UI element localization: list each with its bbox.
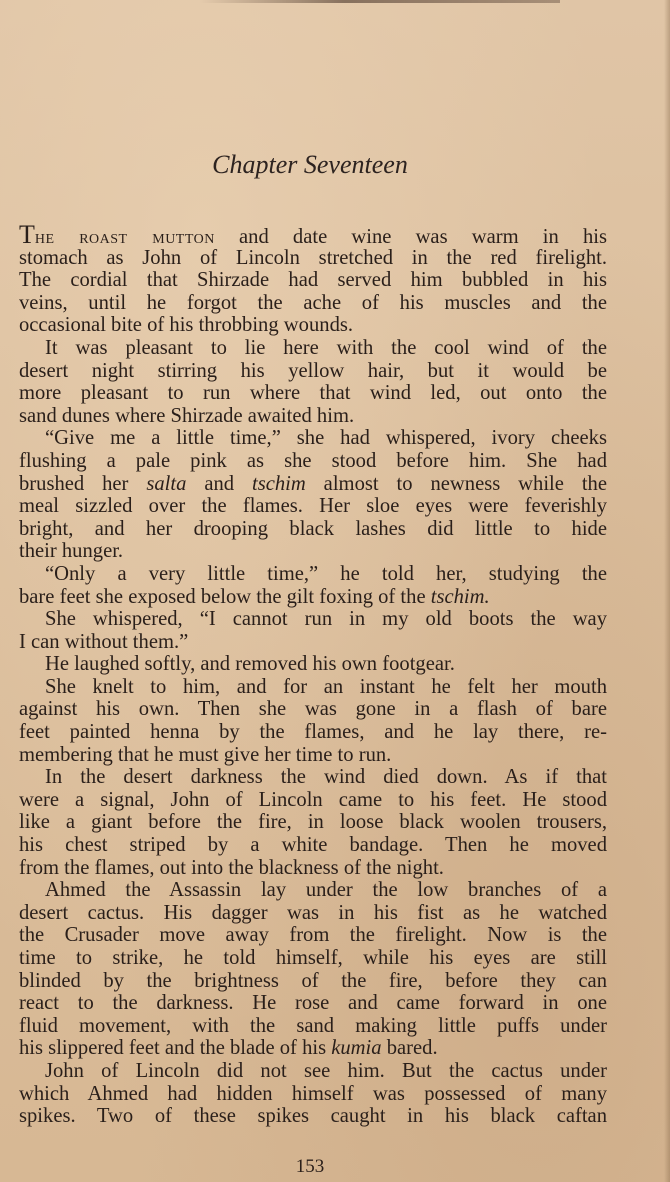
text-line: In the desert darkness the wind died down. As if that: [45, 766, 607, 789]
text-line: “Give me a little time,” she had whispered, ivory cheeks: [45, 427, 607, 450]
text-line: Ahmed the Assassin lay under the low branches of a: [45, 879, 607, 902]
text-line: the Crusader move away from the firelight. Now is the: [19, 924, 607, 947]
body-text: [19, 224, 607, 1128]
page-right-edge: [664, 0, 670, 1182]
text-line: react to the darkness. He rose and came forward in one: [19, 992, 607, 1015]
text-line: I can without them.”: [19, 630, 189, 653]
text-line: which Ahmed had hidden himself was possessed of many: [19, 1082, 607, 1105]
text-line: their hunger.: [19, 540, 124, 563]
text-line: feet painted henna by the flames, and he lay there, re-: [19, 721, 607, 744]
text-line: his chest striped by a white bandage. Then he moved: [19, 834, 607, 857]
text-line: fluid movement, with the sand making little puffs under: [19, 1014, 607, 1037]
text-line: from the flames, out into the blackness of the night.: [19, 856, 444, 879]
text-line: more pleasant to run where that wind led, out onto the: [19, 382, 607, 405]
text-line: occasional bite of his throbbing wounds.: [19, 314, 354, 337]
text-line: The cordial that Shirzade had served him bubbled in his: [19, 269, 607, 292]
text-line: bright, and her drooping black lashes did little to hide: [19, 517, 607, 540]
text-line: membering that he must give her time to run.: [19, 743, 392, 766]
text-line: against his own. Then she was gone in a flash of bare: [19, 698, 607, 721]
text-line: veins, until he forgot the ache of his muscles and the: [19, 291, 607, 314]
text-line: meal sizzled over the flames. Her sloe eyes were feverishly: [19, 495, 607, 518]
page-top-edge: [200, 0, 560, 3]
text-line: The roast mutton and date wine was warm in his: [19, 224, 607, 247]
text-line: It was pleasant to lie here with the cool wind of the: [45, 336, 607, 359]
text-line: sand dunes where Shirzade awaited him.: [19, 404, 355, 427]
text-line: were a signal, John of Lincoln came to his feet. He stood: [19, 788, 607, 811]
text-line: bare feet she exposed below the gilt foxing of the tschim.: [19, 585, 490, 608]
smallcaps-lead: he roast mutton: [34, 226, 215, 247]
page-number: 153: [295, 1156, 325, 1177]
dropcap: T: [19, 224, 35, 247]
text-line: “Only a very little time,” he told her, studying the: [45, 562, 607, 585]
text-line: spikes. Two of these spikes caught in his black caftan: [19, 1105, 607, 1128]
text-line: his slippered feet and the blade of his kumia bared.: [19, 1037, 438, 1060]
text-line: She knelt to him, and for an instant he felt her mouth: [45, 675, 607, 698]
text-line: desert night stirring his yellow hair, but it would be: [19, 359, 607, 382]
chapter-title: Chapter Seventeen: [212, 150, 408, 179]
text-line: She whispered, “I cannot run in my old boots the way: [45, 608, 607, 631]
text-line: brushed her salta and tschim almost to newness while the: [19, 472, 607, 495]
text-line: time to strike, he told himself, while his eyes are still: [19, 947, 607, 969]
text-line: John of Lincoln did not see him. But the cactus under: [45, 1059, 607, 1082]
text-line: flushing a pale pink as she stood before him. She had: [19, 449, 607, 472]
text-line: desert cactus. His dagger was in his fist as he watched: [19, 901, 607, 924]
text-line: stomach as John of Lincoln stretched in the red firelight.: [19, 246, 607, 269]
text-line: blinded by the brightness of the fire, before they can: [19, 969, 607, 992]
text-line: like a giant before the fire, in loose black woolen trousers,: [19, 811, 607, 834]
text-line: He laughed softly, and removed his own footgear.: [45, 653, 455, 676]
